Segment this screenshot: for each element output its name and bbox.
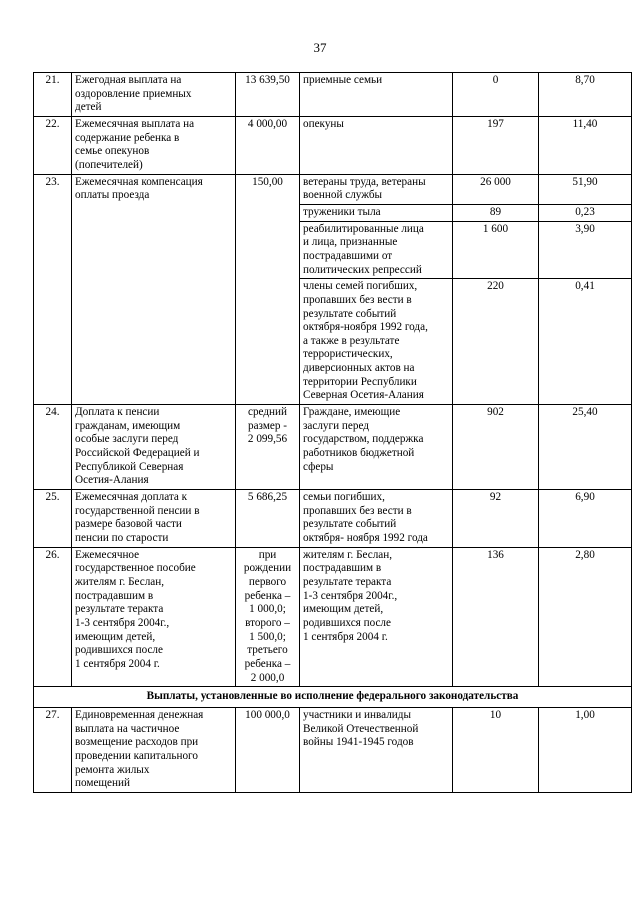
recipient-category: семьи погибших, пропавших без вести в результате событий октября- ноября 1992 года [300, 490, 453, 548]
recipient-count: 902 [453, 405, 539, 490]
payments-table [33, 72, 632, 793]
recipient-count: 92 [453, 490, 539, 548]
table-row [34, 73, 632, 117]
table-row [34, 116, 632, 174]
payment-name: Ежегодная выплата на оздоровление приемных детей [72, 73, 236, 117]
section-title: Выплаты, установленные во исполнение федерального законодательства [34, 687, 632, 708]
table-row [34, 547, 632, 687]
row-number: 24. [34, 405, 72, 490]
table-row [34, 490, 632, 548]
table-row [34, 405, 632, 490]
payment-name: Доплата к пенсии гражданам, имеющим особые заслуги перед Российской Федерацией и Республикой Северная Осетия-Алания [72, 405, 236, 490]
payment-name: Единовременная денежная выплата на частичное возмещение расходов при проведении капитального ремонта жилых помещений [72, 707, 236, 792]
recipient-category: Граждане, имеющие заслуги перед государством, поддержка работников бюджетной сферы [300, 405, 453, 490]
row-number: 23. [34, 174, 72, 405]
payment-amount: при рождении первого ребенка – 1 000,0; второго – 1 500,0; третьего ребенка – 2 000,0 [236, 547, 300, 687]
payment-name: Ежемесячная выплата на содержание ребенка в семье опекунов (попечителей) [72, 116, 236, 174]
payment-amount: 100 000,0 [236, 707, 300, 792]
payment-amount: 13 639,50 [236, 73, 300, 117]
recipient-count: 220 [453, 279, 539, 405]
payment-sum: 0,23 [539, 204, 632, 221]
section-header-row [34, 687, 632, 708]
row-number: 22. [34, 116, 72, 174]
payment-sum: 25,40 [539, 405, 632, 490]
payment-amount: 5 686,25 [236, 490, 300, 548]
payment-amount: 150,00 [236, 174, 300, 405]
recipient-count: 26 000 [453, 174, 539, 204]
payment-sum: 0,41 [539, 279, 632, 405]
recipient-category: члены семей погибших, пропавших без вести в результате событий октября-ноября 1992 года, а также в результате террористических, диверсионных актов на территории Республики Северная Осетия-Алания [300, 279, 453, 405]
recipient-category: опекуны [300, 116, 453, 174]
payment-name: Ежемесячное государственное пособие жителям г. Беслан, пострадавшим в результате теракта 1-3 сентября 2004г., имеющим детей, родившихся после 1 сентября 2004 г. [72, 547, 236, 687]
recipient-count: 0 [453, 73, 539, 117]
recipient-count: 1 600 [453, 221, 539, 279]
row-number: 25. [34, 490, 72, 548]
page-number: 37 [313, 40, 327, 55]
row-number: 27. [34, 707, 72, 792]
recipient-count: 197 [453, 116, 539, 174]
payment-sum: 1,00 [539, 707, 632, 792]
payment-sum: 8,70 [539, 73, 632, 117]
payment-name: Ежемесячная компенсация оплаты проезда [72, 174, 236, 405]
payment-name: Ежемесячная доплата к государственной пенсии в размере базовой части пенсии по старости [72, 490, 236, 548]
recipient-category: реабилитированные лица и лица, признанные пострадавшими от политических репрессий [300, 221, 453, 279]
payment-sum: 6,90 [539, 490, 632, 548]
table-row [34, 174, 632, 204]
row-number: 21. [34, 73, 72, 117]
recipient-count: 10 [453, 707, 539, 792]
payment-sum: 2,80 [539, 547, 632, 687]
table-row [34, 707, 632, 792]
payment-amount: 4 000,00 [236, 116, 300, 174]
recipient-category: участники и инвалиды Великой Отечественной войны 1941-1945 годов [300, 707, 453, 792]
recipient-category: приемные семьи [300, 73, 453, 117]
payment-sum: 3,90 [539, 221, 632, 279]
payment-amount: средний размер - 2 099,56 [236, 405, 300, 490]
recipient-count: 136 [453, 547, 539, 687]
recipient-category: жителям г. Беслан, пострадавшим в результате теракта 1-3 сентября 2004г., имеющим детей, родившихся после 1 сентября 2004 г. [300, 547, 453, 687]
recipient-category: труженики тыла [300, 204, 453, 221]
recipient-category: ветераны труда, ветераны военной службы [300, 174, 453, 204]
payment-sum: 51,90 [539, 174, 632, 204]
recipient-count: 89 [453, 204, 539, 221]
payment-sum: 11,40 [539, 116, 632, 174]
row-number: 26. [34, 547, 72, 687]
